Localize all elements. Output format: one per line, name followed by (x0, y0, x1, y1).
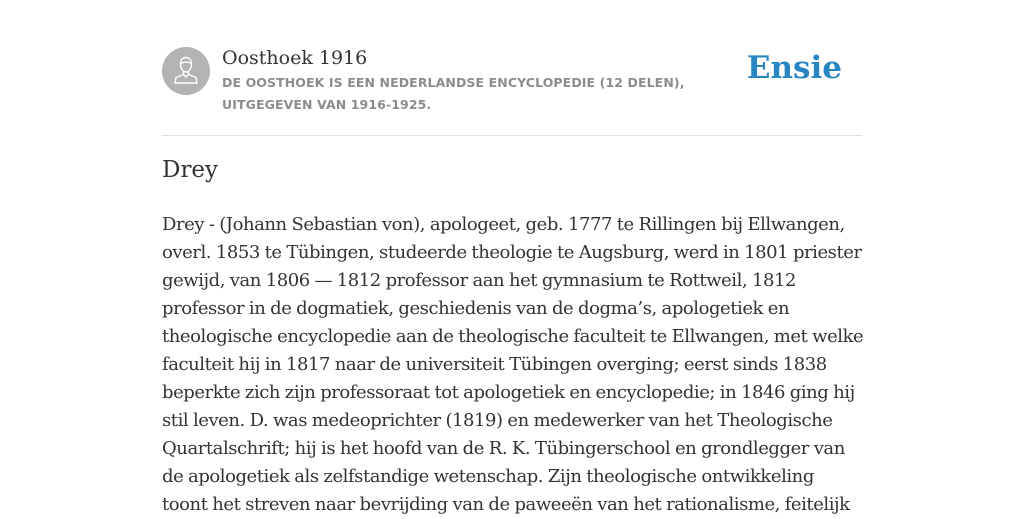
source-title[interactable]: Oosthoek 1916 (222, 47, 368, 69)
article-title: Drey (162, 157, 219, 183)
user-silhouette-icon (162, 47, 210, 95)
article-body: Drey - (Johann Sebastian von), apologeet, geb. 1777 te Rillingen bij Ellwangen, overl. 1853 te Tübingen, studeerde theologie te Augsburg, werd in 1801 priester gewijd, van 1806 — 1812 professor aan het gymnasium te Rottweil, 1812 professor in de dogmatiek, geschiedenis van de dogma’s, apologetiek en theologische encyclopedie aan de theologische faculteit te Ellwangen, met welke faculteit hij in 1817 naar de universiteit Tübingen overging; eerst sinds 1838 beperkte zich zijn professoraat tot apologetiek en encyclopedie; in 1846 ging hij stil leven. D. was medeoprichter (1819) en medewerker van het Theologische Quartalschrift; hij is het hoofd van de R. K. Tübingerschool en grondlegger van de apologetiek als zelfstandige wetenschap. Zijn theologische ontwikkeling toont het streven naar bevrijding van de paweeën van het rationalisme, feitelijk (162, 214, 864, 515)
header-divider (162, 135, 862, 136)
avatar[interactable] (162, 47, 210, 95)
ensie-logo[interactable]: Ensie (746, 50, 842, 86)
source-description: DE OOSTHOEK IS EEN NEDERLANDSE ENCYCLOPEDIE (12 DELEN), UITGEGEVEN VAN 1916-1925. (222, 75, 685, 112)
source-header (162, 46, 862, 136)
